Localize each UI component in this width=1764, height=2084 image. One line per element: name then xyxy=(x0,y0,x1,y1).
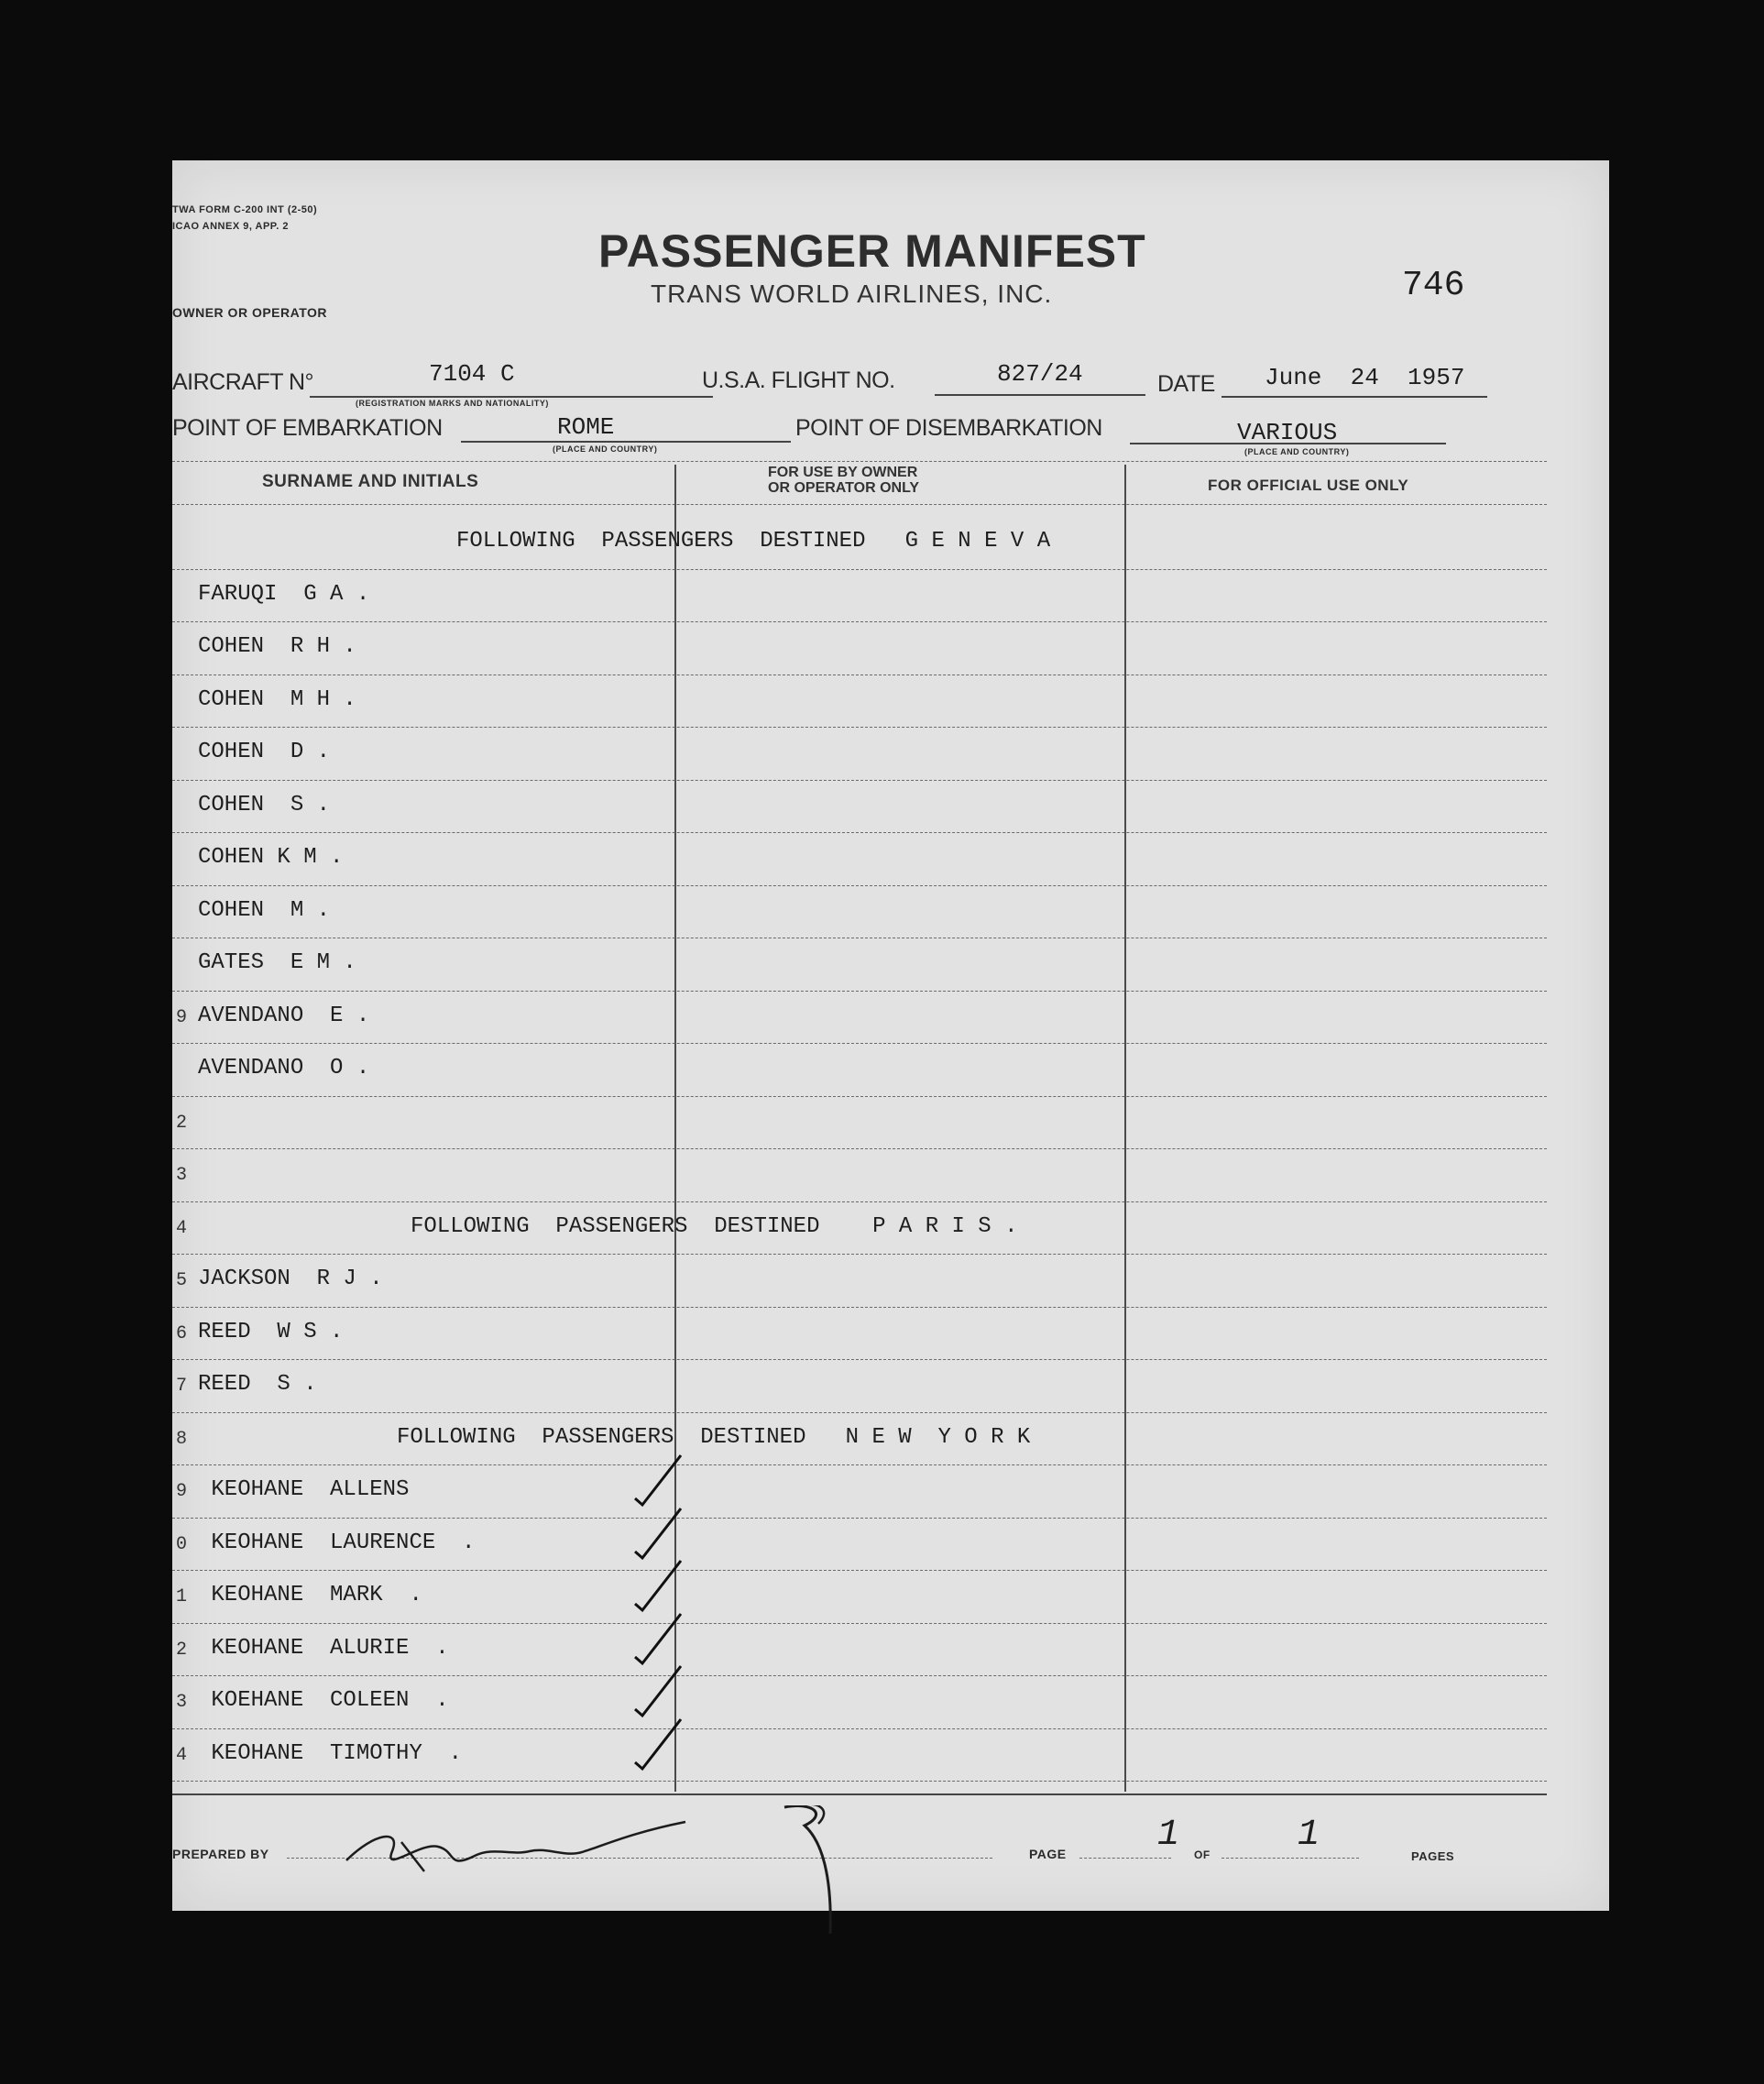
passenger-row xyxy=(172,993,1547,1046)
row-number: 2 xyxy=(175,1112,187,1134)
destination-heading-row xyxy=(172,1414,1547,1467)
passenger-name: REED W S . xyxy=(198,1319,344,1344)
passenger-row xyxy=(172,1256,1547,1309)
passenger-name: COHEN K M . xyxy=(198,845,344,870)
page-line xyxy=(1079,1858,1171,1859)
row-rule xyxy=(172,991,1547,992)
passenger-row xyxy=(172,1519,1547,1573)
column-surname-header: SURNAME AND INITIALS xyxy=(262,472,479,491)
passenger-name: AVENDANO E . xyxy=(198,1003,370,1028)
row-rule xyxy=(172,1518,1547,1519)
passenger-name: GATES E M . xyxy=(198,950,356,975)
manifest-document xyxy=(172,160,1609,1911)
passenger-row xyxy=(172,1361,1547,1414)
row-rule xyxy=(172,1359,1547,1360)
row-number: 8 xyxy=(175,1428,187,1450)
page-value: 1 xyxy=(1157,1815,1180,1856)
row-rule xyxy=(172,1096,1547,1097)
of-value: 1 xyxy=(1298,1815,1320,1856)
passenger-name: COHEN S . xyxy=(198,792,331,817)
destination-heading-row xyxy=(172,518,1547,571)
row-rule xyxy=(172,1623,1547,1624)
embark-underline xyxy=(461,441,791,443)
row-rule xyxy=(172,1728,1547,1729)
flight-label: U.S.A. FLIGHT NO. xyxy=(702,367,895,393)
row-rule xyxy=(172,1675,1547,1676)
row-number: 5 xyxy=(175,1270,187,1291)
form-title: PASSENGER MANIFEST xyxy=(598,225,1146,277)
aircraft-value: 7104 C xyxy=(429,360,515,388)
aircraft-label: AIRCRAFT N° xyxy=(172,369,314,395)
passenger-name: KEOHANE MARK . xyxy=(198,1583,422,1607)
row-rule xyxy=(172,832,1547,833)
row-rule xyxy=(172,621,1547,622)
passenger-row xyxy=(172,623,1547,676)
passenger-row xyxy=(172,834,1547,887)
row-rule xyxy=(172,1781,1547,1782)
row-number: 7 xyxy=(175,1376,187,1397)
row-rule xyxy=(172,569,1547,570)
passenger-row xyxy=(172,1045,1547,1098)
passenger-row xyxy=(172,1098,1547,1151)
passenger-row xyxy=(172,1150,1547,1203)
check-mark-icon xyxy=(626,1712,699,1785)
passenger-row xyxy=(172,1466,1547,1519)
passenger-row xyxy=(172,729,1547,782)
destination-heading: FOLLOWING PASSENGERS DESTINED N E W Y O R K xyxy=(397,1424,1031,1450)
passenger-name: AVENDANO O . xyxy=(198,1056,370,1080)
row-number: 4 xyxy=(175,1744,187,1766)
passenger-name: KEOHANE TIMOTHY . xyxy=(198,1740,463,1766)
passenger-row xyxy=(172,676,1547,729)
row-rule xyxy=(172,1201,1547,1202)
pages-label: PAGES xyxy=(1411,1849,1455,1863)
table-bottom-rule xyxy=(172,1793,1547,1795)
header-bottom-rule xyxy=(172,504,1547,505)
disembark-label: POINT OF DISEMBARKATION xyxy=(795,415,1102,441)
disembark-note: (PLACE AND COUNTRY) xyxy=(1244,447,1350,456)
column-owner-header: FOR USE BY OWNER OR OPERATOR ONLY xyxy=(768,465,920,496)
passenger-name: FARUQI G A . xyxy=(198,581,370,607)
passenger-name: KEOHANE LAURENCE . xyxy=(198,1530,476,1555)
row-number: 2 xyxy=(175,1639,187,1661)
column-official-header: FOR OFFICIAL USE ONLY xyxy=(1208,477,1409,494)
row-rule xyxy=(172,885,1547,886)
header-top-rule xyxy=(172,461,1547,462)
date-label: DATE xyxy=(1157,371,1215,397)
row-rule xyxy=(172,780,1547,781)
row-rule xyxy=(172,1307,1547,1308)
embark-note: (PLACE AND COUNTRY) xyxy=(553,444,658,454)
passenger-name: COHEN M . xyxy=(198,897,331,923)
signature xyxy=(337,1805,850,1961)
destination-heading: FOLLOWING PASSENGERS DESTINED P A R I S . xyxy=(411,1213,1018,1239)
passenger-name: KOEHANE COLEEN . xyxy=(198,1688,449,1713)
row-rule xyxy=(172,1043,1547,1044)
row-rule xyxy=(172,727,1547,728)
row-number: 3 xyxy=(175,1165,187,1186)
airline-name: TRANS WORLD AIRLINES, INC. xyxy=(651,280,1053,308)
passenger-name: REED S . xyxy=(198,1372,317,1397)
passenger-row xyxy=(172,887,1547,940)
passenger-row xyxy=(172,1572,1547,1625)
row-rule xyxy=(172,1464,1547,1465)
passenger-name: COHEN M H . xyxy=(198,686,356,712)
row-rule xyxy=(172,1412,1547,1413)
prepared-by-label: PREPARED BY xyxy=(172,1847,269,1861)
sheet-number: 746 xyxy=(1402,266,1465,305)
row-number: 6 xyxy=(175,1322,187,1344)
aircraft-underline xyxy=(310,396,713,398)
registration-note: (REGISTRATION MARKS AND NATIONALITY) xyxy=(356,399,549,408)
passenger-name: JACKSON R J . xyxy=(198,1267,383,1291)
form-number: TWA FORM C-200 INT (2-50) xyxy=(172,204,318,215)
page-label: PAGE xyxy=(1029,1847,1067,1861)
embark-label: POINT OF EMBARKATION xyxy=(172,415,443,441)
passenger-name: COHEN D . xyxy=(198,740,331,764)
flight-value: 827/24 xyxy=(997,360,1083,388)
row-number: 9 xyxy=(175,1481,187,1502)
embark-value: ROME xyxy=(557,413,615,441)
passenger-row xyxy=(172,1309,1547,1362)
row-number: 0 xyxy=(175,1533,187,1555)
date-value: June 24 1957 xyxy=(1265,364,1465,391)
passenger-name: KEOHANE ALURIE . xyxy=(198,1635,449,1661)
passenger-row xyxy=(172,571,1547,624)
disembark-value: VARIOUS xyxy=(1237,419,1338,446)
row-number: 9 xyxy=(175,1006,187,1028)
owner-label: OWNER OR OPERATOR xyxy=(172,305,327,320)
row-number: 4 xyxy=(175,1217,187,1239)
passenger-row xyxy=(172,782,1547,835)
passenger-row xyxy=(172,939,1547,993)
flight-underline xyxy=(935,394,1145,396)
date-underline xyxy=(1222,396,1487,398)
row-rule xyxy=(172,1254,1547,1255)
of-label: OF xyxy=(1194,1848,1211,1861)
row-rule xyxy=(172,1570,1547,1571)
passenger-row xyxy=(172,1677,1547,1730)
passenger-name: COHEN R H . xyxy=(198,634,356,659)
passenger-row xyxy=(172,1730,1547,1783)
row-number: 3 xyxy=(175,1692,187,1713)
passenger-name: KEOHANE ALLENS xyxy=(198,1477,410,1502)
destination-heading-row xyxy=(172,1203,1547,1256)
form-annex: ICAO ANNEX 9, APP. 2 xyxy=(172,221,289,232)
of-line xyxy=(1222,1858,1359,1859)
row-rule xyxy=(172,1148,1547,1149)
passenger-row xyxy=(172,1625,1547,1678)
row-number: 1 xyxy=(175,1586,187,1607)
destination-heading: FOLLOWING PASSENGERS DESTINED G E N E V A xyxy=(456,529,1051,554)
